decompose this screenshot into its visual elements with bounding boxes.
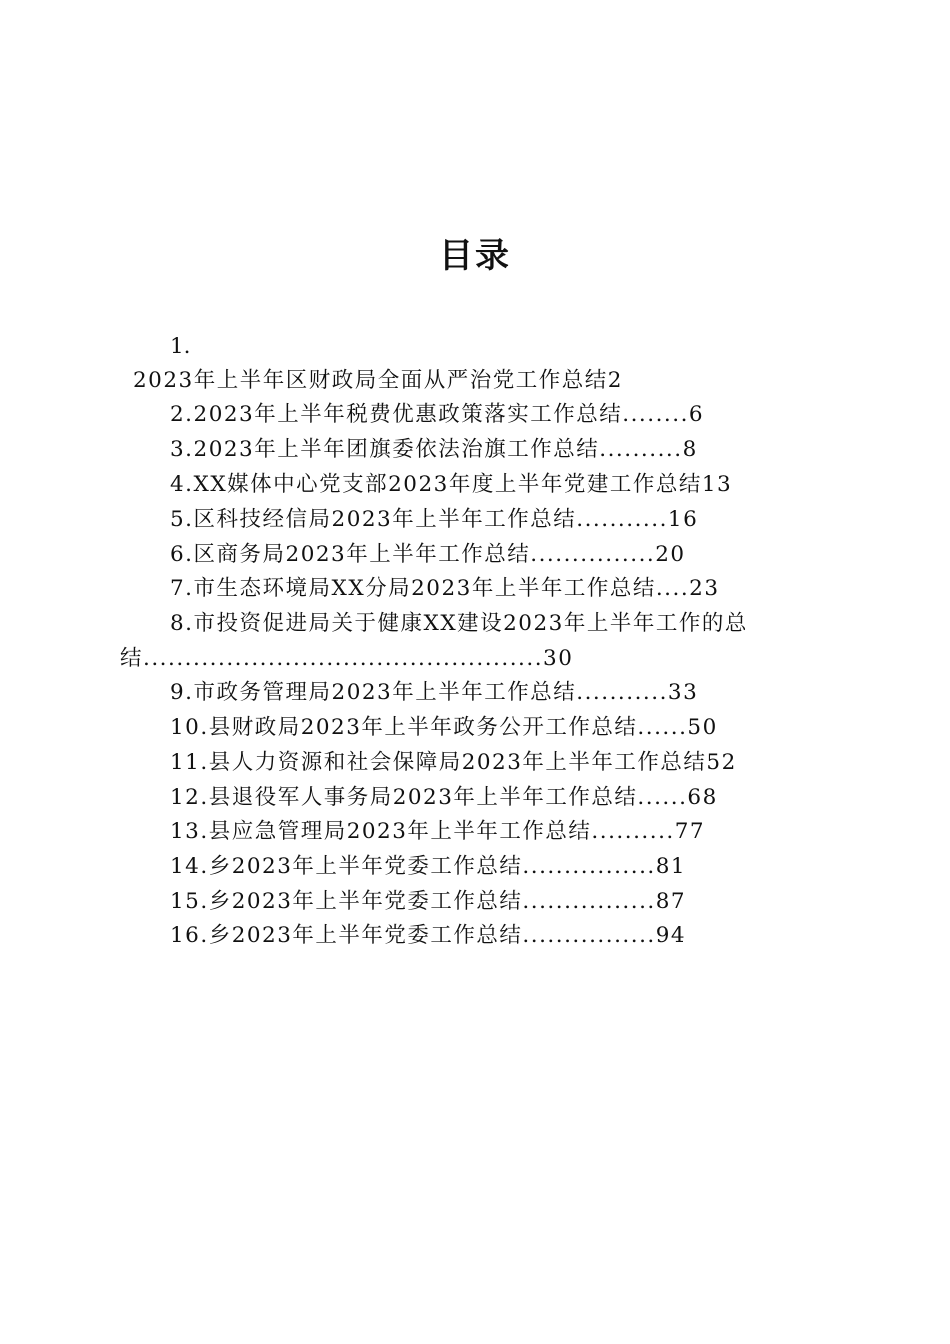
toc-entry-11[interactable]: 11.县人力资源和社会保障局2023年上半年工作总结52 [170,750,737,775]
toc-entry-1[interactable]: 2023年上半年区财政局全面从严治党工作总结2 [133,368,623,393]
toc-entry-8-line2[interactable]: 结................................................30 [120,646,574,671]
toc-entry-14[interactable]: 14.乡2023年上半年党委工作总结................81 [170,854,687,879]
toc-entry-5[interactable]: 5.区科技经信局2023年上半年工作总结...........16 [170,507,699,532]
toc-entry-10[interactable]: 10.县财政局2023年上半年政务公开工作总结......50 [170,715,718,740]
toc-entry-1-number[interactable]: 1. [170,334,191,359]
toc-entry-16[interactable]: 16.乡2023年上半年党委工作总结................94 [170,923,687,948]
toc-entry-3[interactable]: 3.2023年上半年团旗委依法治旗工作总结..........8 [170,437,698,462]
toc-entry-15[interactable]: 15.乡2023年上半年党委工作总结................87 [170,889,687,914]
toc-title: 目录 [439,236,511,276]
toc-entry-8-line1[interactable]: 8.市投资促进局关于健康XX建设2023年上半年工作的总 [170,611,748,636]
toc-entry-12[interactable]: 12.县退役军人事务局2023年上半年工作总结......68 [170,785,718,810]
toc-entry-6[interactable]: 6.区商务局2023年上半年工作总结...............20 [170,542,686,567]
toc-entry-9[interactable]: 9.市政务管理局2023年上半年工作总结...........33 [170,680,699,705]
toc-entry-2[interactable]: 2.2023年上半年税费优惠政策落实工作总结........6 [170,402,705,427]
toc-entry-4[interactable]: 4.XX媒体中心党支部2023年度上半年党建工作总结13 [170,472,733,497]
toc-entry-13[interactable]: 13.县应急管理局2023年上半年工作总结..........77 [170,819,706,844]
toc-entry-7[interactable]: 7.市生态环境局XX分局2023年上半年工作总结....23 [170,576,720,601]
